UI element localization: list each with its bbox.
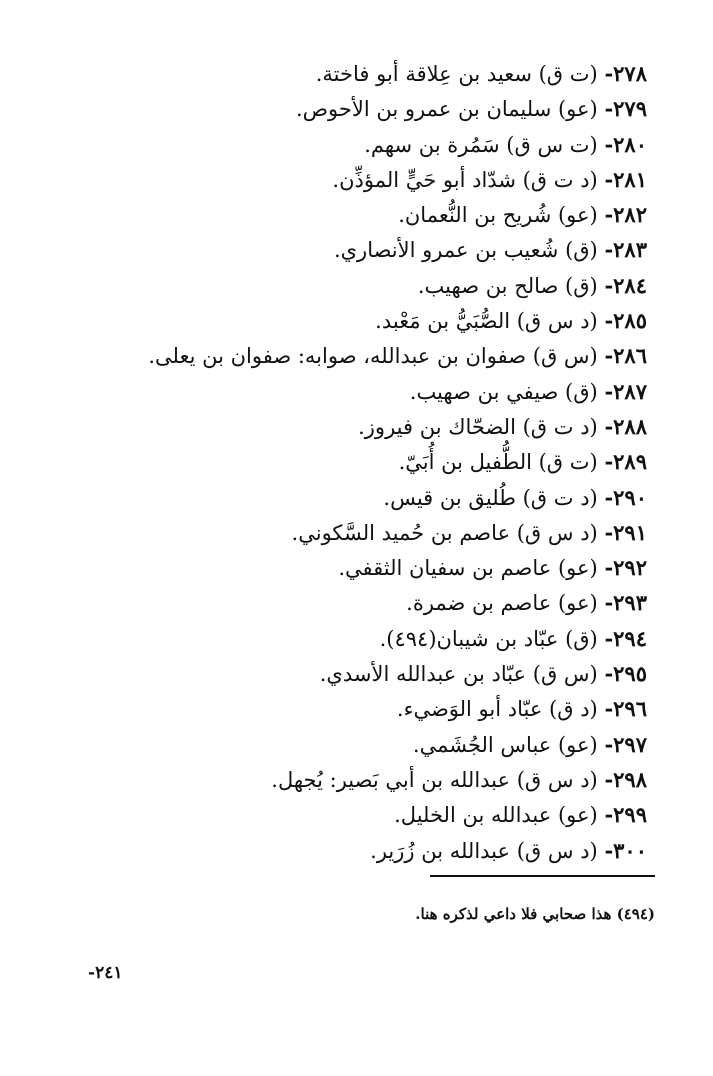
entry-number: ٢٩٥-: [604, 661, 647, 687]
footnote-divider: [430, 875, 655, 877]
list-item: [148, 232, 647, 267]
footnote: (٤٩٤) هذا صحابي فلا داعي لذكره هنا.: [415, 905, 655, 923]
list-item: [148, 833, 647, 868]
entry-number: ٢٨٤-: [604, 272, 647, 298]
list-item: [148, 268, 647, 303]
entry-text: (س ق) صفوان بن عبدالله، صوابه: صفوان بن يعلى.: [148, 344, 598, 369]
list-item: [148, 303, 647, 338]
entry-text: (د س ق) عبدالله بن زُرَير.: [370, 838, 598, 863]
list-item: [148, 727, 647, 762]
list-item: [148, 480, 647, 515]
entry-number: ٢٩٣-: [604, 590, 647, 616]
list-item: [148, 374, 647, 409]
list-item: [148, 56, 647, 91]
entry-number: ٢٧٨-: [604, 61, 647, 86]
entry-text: (ت س ق) سَمُرة بن سهم.: [364, 132, 598, 157]
entry-text: (س ق) عبّاد بن عبدالله الأسدي.: [319, 662, 598, 687]
list-item: [148, 515, 647, 550]
entry-text: (ت ق) سعيد بن عِلاقة أبو فاختة.: [315, 62, 598, 86]
entry-number: ٢٩٦-: [604, 696, 647, 722]
list-item: [148, 197, 647, 232]
list-item: [148, 691, 647, 726]
list-item: [148, 585, 647, 620]
entry-list: [148, 56, 647, 868]
list-item: [148, 550, 647, 585]
entry-text: (عو) عبدالله بن الخليل.: [394, 803, 598, 828]
entry-text: (عو) سليمان بن عمرو بن الأحوص.: [295, 97, 598, 122]
entry-text: (د س ق) عاصم بن حُميد السَّكوني.: [291, 520, 598, 545]
page-number: ٢٤١-: [88, 963, 123, 983]
entry-number: ٢٧٩-: [604, 96, 647, 122]
entry-text: (د ت ق) الضحّاك بن فيروز.: [358, 414, 598, 439]
entry-text: (عو) عاصم بن ضمرة.: [406, 591, 598, 616]
entry-number: ٢٨٣-: [604, 237, 647, 263]
entry-number: ٢٨٢-: [604, 202, 647, 228]
entry-text: (عو) عاصم بن سفيان الثقفي.: [338, 556, 598, 581]
entry-number: ٢٨٩-: [604, 449, 647, 475]
entry-text: (د ق) عبّاد أبو الوَضيء.: [396, 697, 598, 722]
entry-number: ٢٨١-: [604, 166, 647, 192]
list-item: [148, 621, 647, 656]
entry-number: ٢٩٩-: [604, 802, 647, 828]
entry-text: (ق) عبّاد بن شيبان(٤٩٤).: [379, 626, 598, 651]
entry-number: ٢٨٦-: [604, 343, 647, 369]
entry-number: ٢٨٨-: [604, 413, 647, 439]
entry-number: ٢٨٥-: [604, 308, 647, 334]
list-item: [148, 91, 647, 126]
entry-number: ٢٩٠-: [604, 484, 647, 510]
entry-text: (عو) عباس الجُشَمي.: [412, 732, 598, 757]
list-item: [148, 409, 647, 444]
list-item: [148, 162, 647, 197]
list-item: [148, 127, 647, 162]
entry-number: ٢٩٨-: [604, 766, 647, 792]
entry-number: ٢٩١-: [604, 519, 647, 545]
list-item: [148, 762, 647, 797]
list-item: [148, 656, 647, 691]
entry-text: (ق) شُعيب بن عمرو الأنصاري.: [333, 238, 598, 263]
entry-text: (د س ق) الصُّبَيُّ بن مَعْبد.: [375, 309, 598, 334]
entry-number: ٣٠٠-: [604, 837, 647, 863]
entry-number: ٢٩٤-: [604, 625, 647, 651]
entry-number: ٢٨٠-: [604, 131, 647, 157]
entry-number: ٢٨٧-: [604, 378, 647, 404]
list-item: [148, 444, 647, 479]
list-item: [148, 338, 647, 373]
entry-text: (د ت ق) طُليق بن قيس.: [383, 485, 598, 510]
list-item: [148, 797, 647, 832]
entry-number: ٢٩٧-: [604, 731, 647, 757]
entry-number: ٢٩٢-: [604, 555, 647, 581]
entry-text: (ق) صالح بن صهيب.: [417, 273, 598, 298]
entry-text: (ق) صيفي بن صهيب.: [409, 379, 598, 404]
entry-text: (عو) شُريح بن النُّعمان.: [398, 203, 598, 228]
entry-text: (د س ق) عبدالله بن أبي بَصير: يُجهل.: [271, 767, 598, 792]
entry-text: (د ت ق) شدّاد أبو حَيٍّ المؤذِّن.: [332, 167, 598, 192]
entry-text: (ت ق) الطُّفيل بن أُبَيّ.: [398, 450, 598, 475]
